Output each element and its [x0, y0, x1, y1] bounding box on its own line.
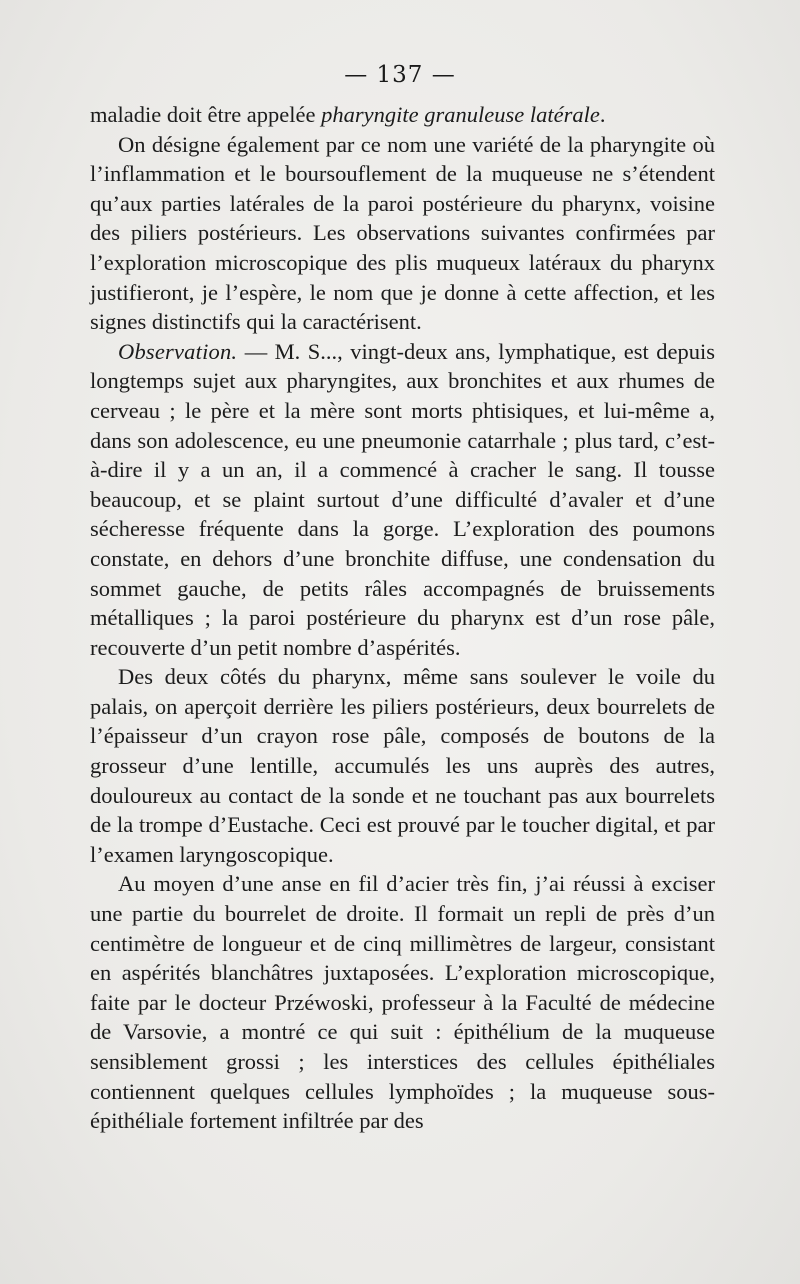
paragraph-2: On désigne également par ce nom une variété de la pharyngite où l’inflammation et le boursouflement de la muqueuse ne s’étendent qu’aux parties latérales de la paroi postérieure du pharynx, voisine des piliers postérieurs. Les observations suivantes confirmées par l’exploration microscopique des plis muqueux latéraux du pharynx justifieront, je l’espère, le nom que je donne à cette affection, et les signes distinctifs qui la caractérisent.	[90, 131, 715, 335]
observation-text: — M. S..., vingt-deux ans, lymphatique, est depuis longtemps sujet aux pharyngites, aux bronchites et aux rhumes de cerveau ; le père et la mère sont morts phtisiques, et lui-même a, dans son adolescence, eu une pneumonie catarrhale ; plus tard, c’est-à-dire il y a un an, il a commencé à cracher le sang. Il tousse beaucoup, et se plaint surtout d’une difficulté d’avaler et d’une sécheresse fréquente dans la gorge. L’exploration des poumons constate, en dehors d’une bronchite diffuse, une condensation du sommet gauche, de petits râles accompagnés de bruissements métalliques ; la paroi postérieure du pharynx est d’un rose pâle, recouverte d’un petit nombre d’aspérités.	[90, 338, 715, 660]
page-number: — 137 —	[344, 62, 456, 88]
body-text	[90, 100, 715, 1136]
paragraph-observation	[90, 337, 715, 663]
paragraph-opening	[90, 100, 715, 130]
opening-tail: .	[599, 102, 606, 127]
paragraph-4: Des deux côtés du pharynx, même sans soulever le voile du palais, on aperçoit derrière les piliers postérieurs, deux bourrelets de l’épaisseur d’un crayon rose pâle, composés de boutons de la grosseur d’une lentille, accumulés les uns auprès des autres, douloureux au contact de la sonde et ne touchant pas aux bourrelets de la trompe d’Eustache. Ceci est prouvé par le toucher digital, et par l’examen laryngoscopique.	[90, 664, 715, 867]
term-pharyngite-granuleuse: pharyngite granuleuse latérale	[321, 102, 600, 127]
paragraph-5: Au moyen d’une anse en fil d’acier très fin, j’ai réussi à exciser une partie du bourrelet de droite. Il formait un repli de près d’un centimètre de longueur et de cinq millimètres de largeur, consistant en aspérités blanchâtres juxtaposées. L’exploration microscopique, faite par le docteur Przéwoski, professeur à la Faculté de médecine de Varsovie, a montré ce qui suit : épithélium de la muqueuse sensiblement grossi ; les interstices des cellules épithéliales contiennent quelques cellules lymphoïdes ; la muqueuse sous-épithéliale fortement infiltrée par des	[90, 871, 715, 1134]
observation-label: Observation.	[118, 338, 238, 364]
opening-text: maladie doit être appelée	[90, 102, 322, 127]
